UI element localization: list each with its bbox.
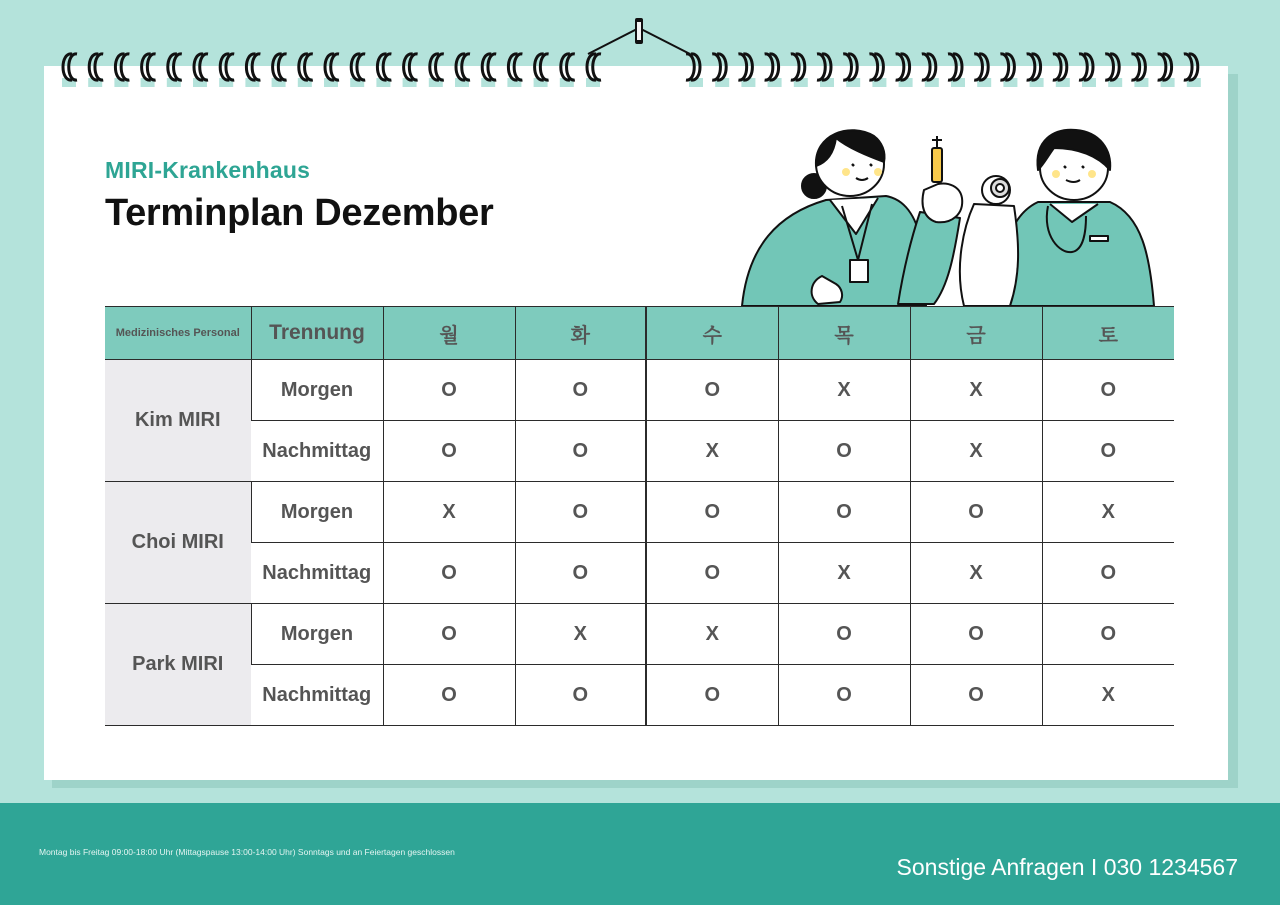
doctor-with-syringe-icon bbox=[742, 130, 962, 306]
header-day-sat: 토 bbox=[1042, 307, 1174, 360]
availability-cell: O bbox=[383, 604, 515, 665]
doctors-illustration bbox=[738, 126, 1168, 310]
availability-cell: O bbox=[515, 665, 646, 726]
availability-cell: X bbox=[383, 482, 515, 543]
availability-cell: X bbox=[515, 604, 646, 665]
availability-cell: X bbox=[1042, 482, 1174, 543]
shift-cell: Nachmittag bbox=[251, 421, 383, 482]
table-row bbox=[105, 360, 1174, 421]
availability-cell: X bbox=[778, 360, 910, 421]
availability-cell: O bbox=[383, 543, 515, 604]
availability-cell: O bbox=[383, 665, 515, 726]
availability-cell: O bbox=[1042, 604, 1174, 665]
availability-cell: O bbox=[778, 604, 910, 665]
shift-cell: Morgen bbox=[251, 604, 383, 665]
availability-cell: X bbox=[646, 421, 778, 482]
availability-cell: O bbox=[515, 360, 646, 421]
availability-cell: X bbox=[910, 543, 1042, 604]
table-row bbox=[105, 482, 1174, 543]
availability-cell: O bbox=[910, 665, 1042, 726]
doctor-with-stethoscope-icon bbox=[960, 130, 1154, 306]
header-day-tue: 화 bbox=[515, 307, 646, 360]
table-row bbox=[105, 421, 1174, 482]
availability-cell: O bbox=[383, 360, 515, 421]
availability-cell: O bbox=[646, 665, 778, 726]
table-row bbox=[105, 604, 1174, 665]
availability-cell: O bbox=[515, 482, 646, 543]
availability-cell: O bbox=[515, 543, 646, 604]
header-day-mon: 월 bbox=[383, 307, 515, 360]
availability-cell: O bbox=[1042, 360, 1174, 421]
hospital-name: MIRI-Krankenhaus bbox=[105, 157, 311, 183]
shift-cell: Morgen bbox=[251, 482, 383, 543]
availability-cell: O bbox=[778, 665, 910, 726]
availability-cell: X bbox=[646, 604, 778, 665]
staff-name-cell: Kim MIRI bbox=[105, 360, 251, 482]
schedule-table bbox=[105, 306, 1174, 726]
shift-cell: Nachmittag bbox=[251, 665, 383, 726]
availability-cell: O bbox=[383, 421, 515, 482]
contact-info: Sonstige Anfragen I 030 1234567 bbox=[896, 854, 1238, 880]
availability-cell: X bbox=[910, 421, 1042, 482]
availability-cell: O bbox=[778, 482, 910, 543]
availability-cell: O bbox=[646, 360, 778, 421]
staff-name-cell: Choi MIRI bbox=[105, 482, 251, 604]
availability-cell: O bbox=[515, 421, 646, 482]
availability-cell: X bbox=[778, 543, 910, 604]
shift-cell: Nachmittag bbox=[251, 543, 383, 604]
hanger-hook-icon bbox=[0, 0, 1280, 100]
header-day-thu: 목 bbox=[778, 307, 910, 360]
availability-cell: O bbox=[910, 482, 1042, 543]
availability-cell: O bbox=[910, 604, 1042, 665]
availability-cell: O bbox=[646, 482, 778, 543]
header-day-wed: 수 bbox=[646, 307, 778, 360]
footer-bar bbox=[0, 803, 1280, 905]
availability-cell: O bbox=[778, 421, 910, 482]
header-shift: Trennung bbox=[251, 307, 383, 360]
table-row bbox=[105, 665, 1174, 726]
availability-cell: O bbox=[1042, 543, 1174, 604]
header-staff: Medizinisches Personal bbox=[105, 307, 251, 360]
table-row bbox=[105, 543, 1174, 604]
header-day-fri: 금 bbox=[910, 307, 1042, 360]
shift-cell: Morgen bbox=[251, 360, 383, 421]
availability-cell: O bbox=[1042, 421, 1174, 482]
table-header-row bbox=[105, 307, 1174, 360]
availability-cell: X bbox=[1042, 665, 1174, 726]
opening-hours: Montag bis Freitag 09:00-18:00 Uhr (Mittagspause 13:00-14:00 Uhr) Sonntags und an Feiertagen geschlossen bbox=[39, 847, 455, 857]
staff-name-cell: Park MIRI bbox=[105, 604, 251, 726]
availability-cell: X bbox=[910, 360, 1042, 421]
page-title: Terminplan Dezember bbox=[105, 192, 494, 234]
availability-cell: O bbox=[646, 543, 778, 604]
